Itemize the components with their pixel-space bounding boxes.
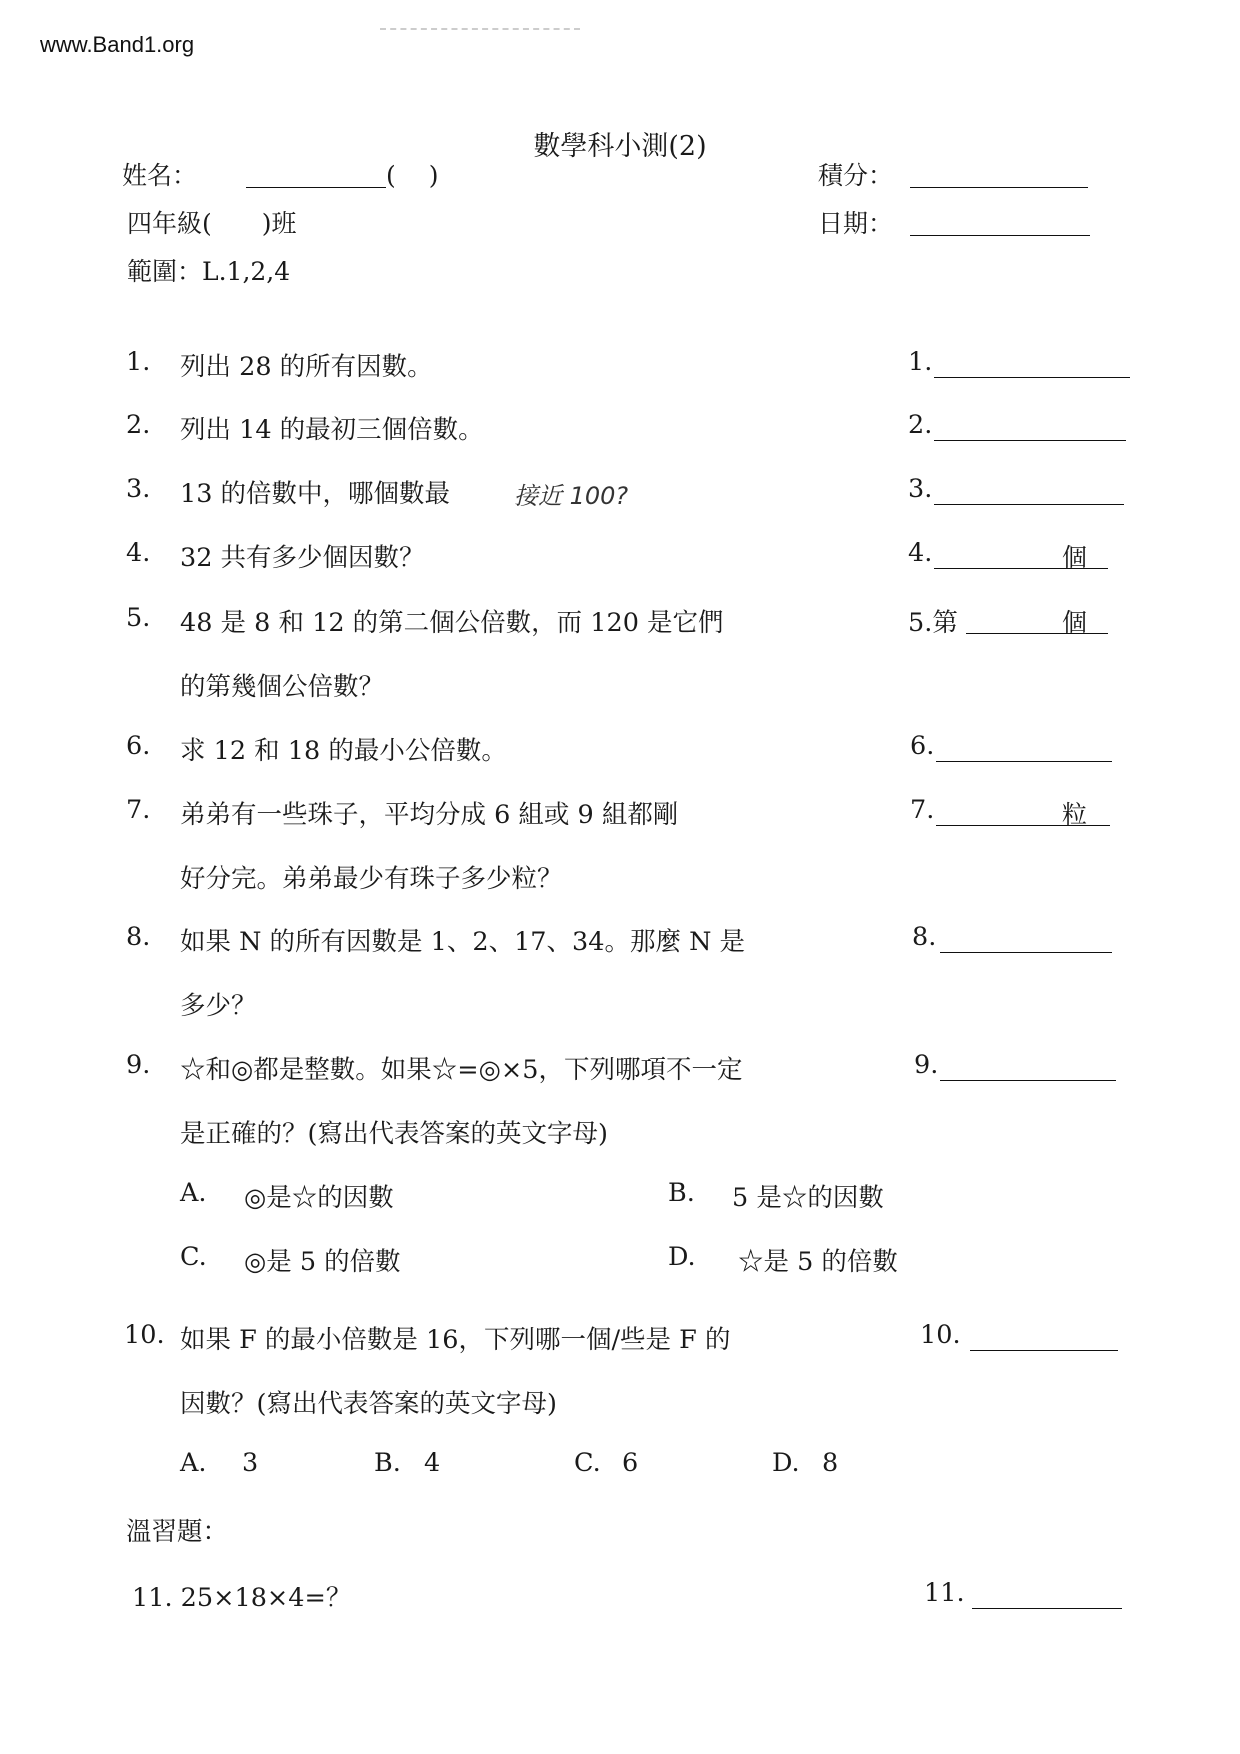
q8-text: 如果 N 的所有因數是 1、2、17、34。那麼 N 是 [180, 927, 745, 957]
scan-artifact [380, 28, 580, 34]
q9-answer-label: 9. [914, 1050, 939, 1080]
q6-number: 6. [126, 731, 151, 761]
q6-text: 求 12 和 18 的最小公倍數。 [180, 736, 507, 766]
q2-answer-label: 2. [908, 410, 933, 440]
q6-answer-field[interactable] [936, 761, 1112, 762]
q10-option-a-letter: A. [180, 1448, 207, 1478]
q10-text-line2: 因數？(寫出代表答案的英文字母) [180, 1389, 557, 1419]
q5-text-line2: 的第幾個公倍數？ [180, 672, 385, 702]
q2-answer-field[interactable] [934, 440, 1126, 441]
name-label: 姓名： [122, 161, 198, 190]
q8-text-line2: 多少？ [180, 991, 257, 1021]
q6-answer-label: 6. [910, 731, 935, 761]
q5-unit: 個 [1062, 608, 1088, 637]
q5-number: 5. [126, 603, 151, 633]
q7-number: 7. [126, 795, 151, 825]
q9-option-a-text: ◎是☆的因數 [244, 1183, 394, 1213]
q9-text: ☆和◎都是整數。如果☆=◎×5，下列哪項不一定 [180, 1055, 743, 1085]
page-title: 數學科小測(2) [533, 131, 707, 162]
q9-option-b-text: 5 是☆的因數 [732, 1183, 884, 1213]
score-label: 積分： [818, 161, 894, 190]
q3-text: 13 的倍數中，哪個數最 [180, 479, 451, 509]
q10-option-a-text: 3 [242, 1448, 259, 1478]
q3-handwritten-text: 接近 100? [514, 482, 629, 510]
class-label: 四年級( )班 [127, 209, 297, 238]
q5-text: 48 是 8 和 12 的第二個公倍數，而 120 是它們 [180, 608, 724, 638]
q5-answer-label: 5.第 [908, 608, 958, 638]
q10-number: 10. [124, 1320, 165, 1350]
q9-text-line2: 是正確的？(寫出代表答案的英文字母) [180, 1119, 608, 1149]
q9-option-b-letter: B. [668, 1178, 695, 1208]
q8-answer-label: 8. [912, 922, 937, 952]
name-number-paren: ( ) [386, 161, 439, 190]
q9-option-c-text: ◎是 5 的倍數 [244, 1247, 401, 1277]
review-heading: 溫習題： [126, 1517, 229, 1547]
q10-option-d-letter: D. [772, 1448, 800, 1478]
q4-answer-label: 4. [908, 538, 933, 568]
q7-text: 弟弟有一些珠子，平均分成 6 組或 9 組都剛 [180, 800, 679, 830]
q9-option-d-letter: D. [668, 1242, 696, 1272]
q11-answer-field[interactable] [972, 1608, 1122, 1609]
q7-answer-label: 7. [910, 795, 935, 825]
q2-text: 列出 14 的最初三個倍數。 [180, 415, 484, 445]
date-label: 日期： [818, 209, 894, 238]
q1-number: 1. [126, 347, 151, 377]
q3-number: 3. [126, 474, 151, 504]
q8-number: 8. [126, 922, 151, 952]
q10-option-b-text: 4 [424, 1448, 441, 1478]
range-label: 範圍：L.1,2,4 [127, 257, 291, 286]
q10-option-c-letter: C. [574, 1448, 601, 1478]
date-field[interactable] [910, 235, 1090, 236]
q4-text: 32 共有多少個因數？ [180, 543, 425, 573]
q10-option-b-letter: B. [374, 1448, 401, 1478]
site-url: www.Band1.org [40, 32, 195, 57]
q10-option-d-text: 8 [822, 1448, 839, 1478]
q3-answer-field[interactable] [934, 504, 1124, 505]
q1-text: 列出 28 的所有因數。 [180, 352, 433, 382]
q1-answer-label: 1. [908, 347, 933, 377]
q8-answer-field[interactable] [940, 952, 1112, 953]
q9-option-c-letter: C. [180, 1242, 207, 1272]
q3-answer-label: 3. [908, 474, 933, 504]
q1-answer-field[interactable] [934, 377, 1130, 378]
q10-answer-label: 10. [920, 1320, 961, 1350]
q10-text: 如果 F 的最小倍數是 16，下列哪一個/些是 F 的 [180, 1325, 731, 1355]
q2-number: 2. [126, 410, 151, 440]
q4-number: 4. [126, 538, 151, 568]
q4-unit: 個 [1062, 543, 1088, 572]
q9-option-d-text: ☆是 5 的倍數 [738, 1247, 898, 1277]
q7-unit: 粒 [1062, 800, 1088, 829]
q9-number: 9. [126, 1050, 151, 1080]
name-field[interactable] [246, 187, 386, 188]
score-field[interactable] [910, 187, 1088, 188]
q11-text: 11. 25×18×4=？ [132, 1583, 352, 1613]
q10-option-c-text: 6 [622, 1448, 639, 1478]
q10-answer-field[interactable] [970, 1350, 1118, 1351]
q11-answer-label: 11. [924, 1578, 965, 1608]
q7-text-line2: 好分完。弟弟最少有珠子多少粒？ [180, 864, 563, 894]
q9-answer-field[interactable] [940, 1080, 1116, 1081]
q9-option-a-letter: A. [180, 1178, 207, 1208]
